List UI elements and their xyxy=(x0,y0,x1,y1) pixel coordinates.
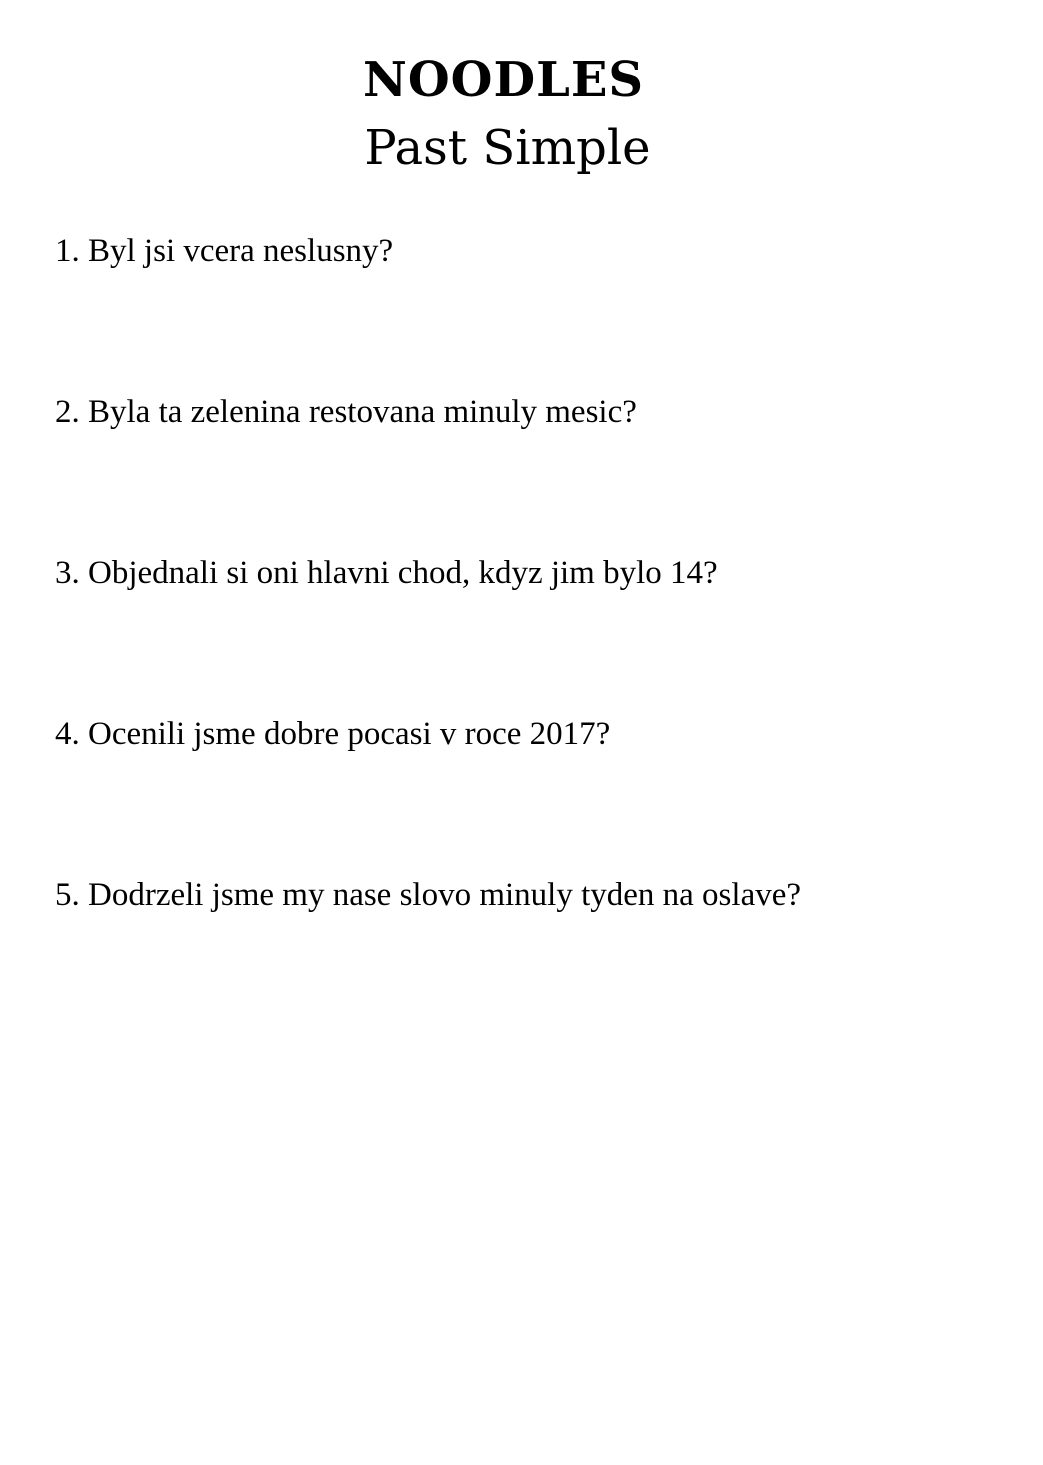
question-item: 4. Ocenili jsme dobre pocasi v roce 2017? xyxy=(55,716,611,752)
worksheet-subtitle: Past Simple xyxy=(364,120,651,176)
question-item: 5. Dodrzeli jsme my nase slovo minuly tyden na oslave? xyxy=(55,877,802,913)
worksheet-title: NOODLES xyxy=(362,52,645,108)
question-item: 3. Objednali si oni hlavni chod, kdyz jim bylo 14? xyxy=(55,555,718,591)
question-list xyxy=(55,226,1015,1031)
question-item: 2. Byla ta zelenina restovana minuly mesic? xyxy=(55,394,637,430)
question-item: 1. Byl jsi vcera neslusny? xyxy=(55,233,394,269)
